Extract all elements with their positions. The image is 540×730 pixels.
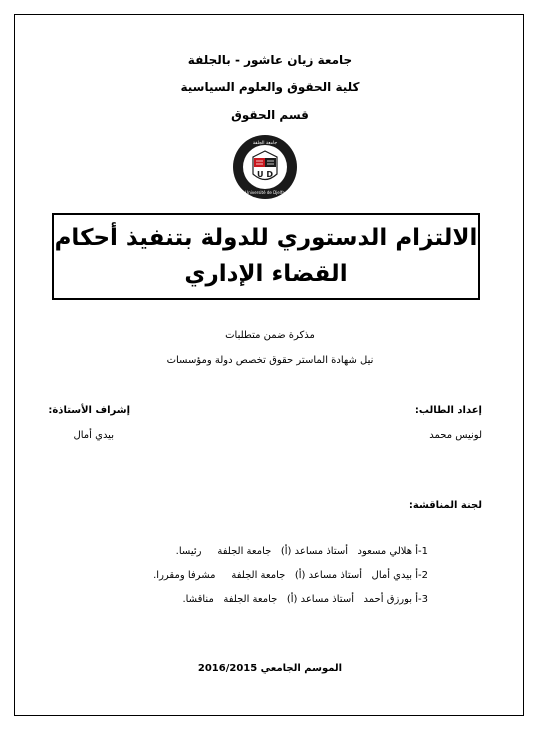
seal-top-text: جامعة الجلفة <box>252 141 278 146</box>
degree-description: نيل شهادة الماستر حقوق تخصص دولة ومؤسسات <box>166 355 374 366</box>
memo-purpose: مذكرة ضمن متطلبات <box>225 330 315 341</box>
student-label: إعداد الطالب: <box>414 405 482 416</box>
university-name: جامعة زيان عاشور - بالجلفة <box>187 53 353 67</box>
committee-member-1: 1-أ هلالي مسعود أستاذ مساعد (أ) جامعة الجلفة رئيسا. <box>175 546 428 557</box>
faculty-name: كلية الحقوق والعلوم السياسية <box>180 80 360 94</box>
thesis-title-line-2: القضاء الإداري <box>184 261 348 287</box>
supervisor-name: بيدي أمال <box>73 430 114 441</box>
committee-member-3: 3-أ بورزق أحمد أستاذ مساعد (أ) جامعة الجلفة مناقشا. <box>182 594 428 605</box>
university-seal-logo <box>232 134 298 200</box>
department-name: قسم الحقوق <box>231 108 309 122</box>
thesis-title-box <box>52 213 480 300</box>
committee-label: لجنة المناقشة: <box>408 500 482 511</box>
seal-letters: U D <box>257 170 273 179</box>
supervisor-label: إشراف الأستاذة: <box>48 405 130 416</box>
student-name: لونيس محمد <box>429 430 482 441</box>
seal-shield-dark-quarter <box>265 158 276 167</box>
academic-year: الموسم الجامعي 2016/2015 <box>197 663 343 674</box>
seal-shield-red-quarter <box>254 158 265 167</box>
thesis-title-line-1: الالتزام الدستوري للدولة بتنفيذ أحكام <box>54 225 478 251</box>
seal-bottom-text: Université de Djelfa <box>245 190 285 195</box>
committee-member-2: 2-أ بيدي أمال أستاذ مساعد (أ) جامعة الجلفة مشرفا ومقررا. <box>153 570 428 581</box>
